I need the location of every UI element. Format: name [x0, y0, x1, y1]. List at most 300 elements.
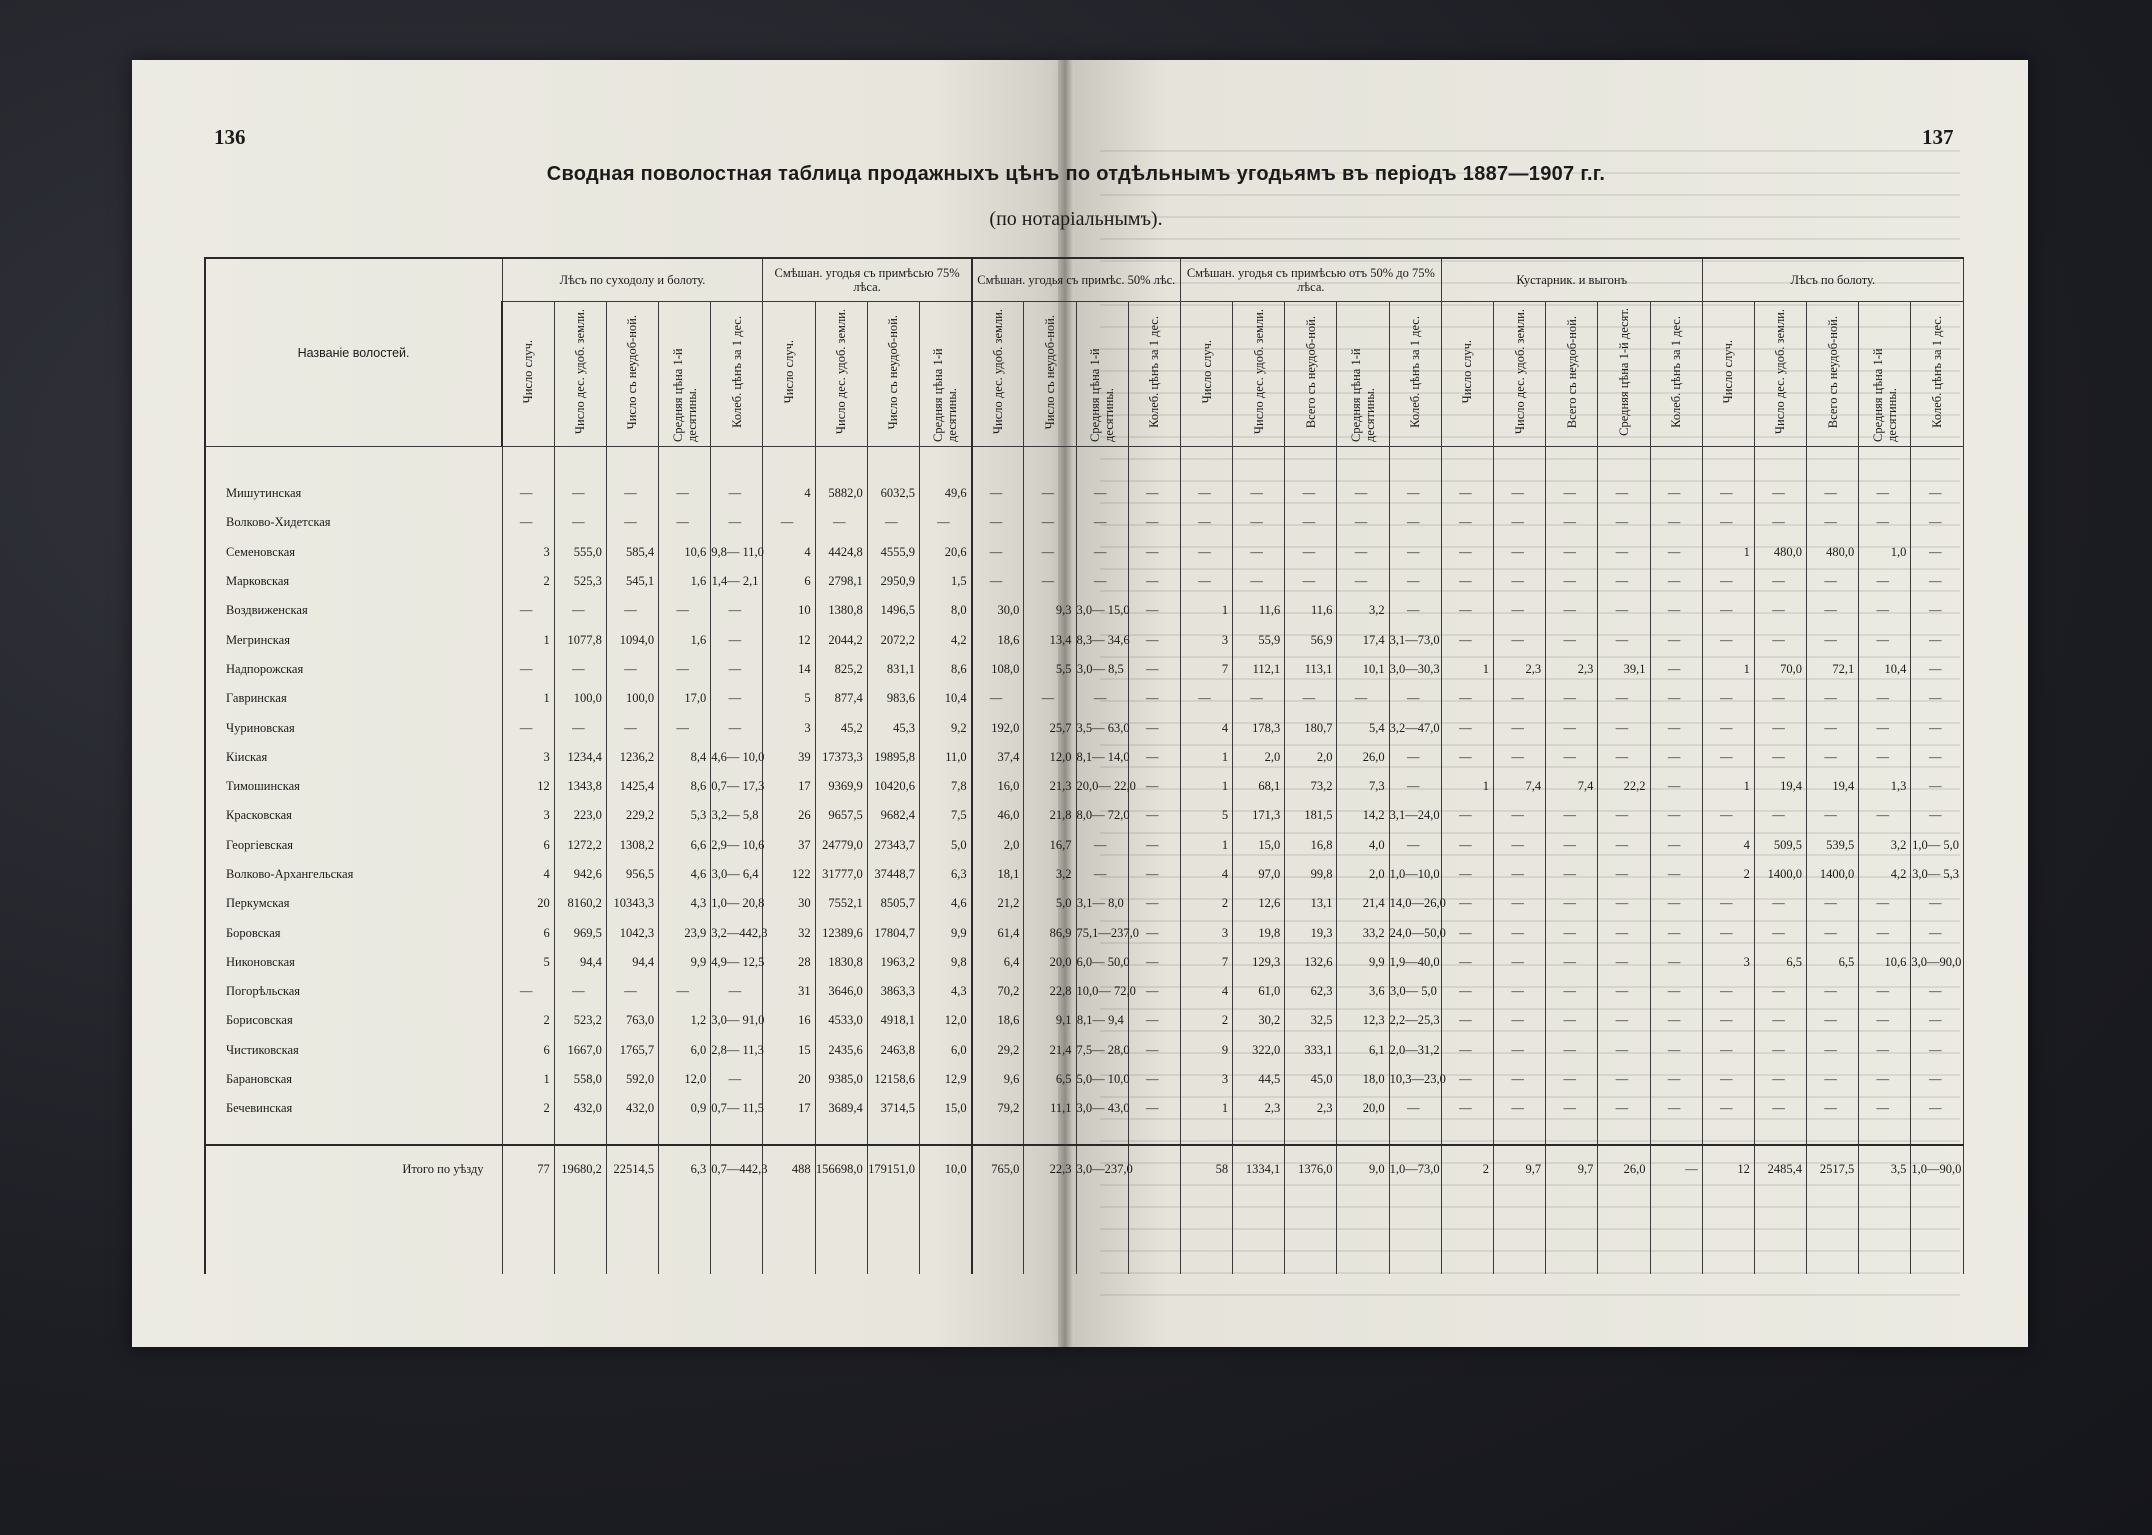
table-cell: 7,4 — [1546, 772, 1598, 801]
table-cell: 44,5 — [1233, 1065, 1285, 1094]
table-cell: — — [1807, 1036, 1859, 1065]
table-cell: — — [1493, 596, 1545, 625]
volost-name: Чистиковская — [205, 1036, 502, 1065]
column-header-label: Число съ неудоб-ной. — [886, 314, 901, 430]
column-header-label: Колеб. цѣнъ за 1 дес. — [729, 316, 744, 428]
volost-name: Кіиская — [205, 743, 502, 772]
table-cell: — — [554, 713, 606, 742]
table-cell: — — [1441, 889, 1493, 918]
table-cell: 3,2 — [1024, 860, 1076, 889]
column-header — [1076, 302, 1128, 447]
table-cell: 3,0— 8,5 — [1076, 655, 1128, 684]
table-cell: 1236,2 — [606, 743, 658, 772]
spacer-cell — [1598, 1124, 1650, 1145]
table-cell: — — [1702, 1094, 1754, 1123]
table-cell: — — [1702, 1036, 1754, 1065]
table-cell: 5,0— 10,0 — [1076, 1065, 1128, 1094]
table-cell: — — [711, 625, 763, 654]
table-cell: 94,4 — [554, 948, 606, 977]
table-cell: 9,7 — [1546, 1145, 1598, 1194]
spacer-cell — [1180, 447, 1232, 480]
table-cell: 12389,6 — [815, 918, 867, 947]
table-cell: — — [1493, 918, 1545, 947]
table-cell: 22514,5 — [606, 1145, 658, 1194]
table-cell: — — [1859, 596, 1911, 625]
table-cell: 6,6 — [659, 831, 711, 860]
table-cell: 178,3 — [1233, 713, 1285, 742]
table-cell: 29,2 — [972, 1036, 1024, 1065]
table-cell: — — [1702, 479, 1754, 508]
table-cell: — — [554, 596, 606, 625]
table-cell: — — [1859, 713, 1911, 742]
table-cell — [1128, 1145, 1180, 1194]
table-cell: — — [1911, 538, 1964, 567]
column-header-label: Число съ неудоб-ной. — [625, 314, 640, 430]
group-header: Лѣсъ по суходолу и болоту. — [502, 258, 763, 302]
table-cell: 555,0 — [554, 538, 606, 567]
table-cell: — — [1702, 801, 1754, 830]
volost-name: Надпорожская — [205, 655, 502, 684]
table-cell: — — [1233, 479, 1285, 508]
table-cell: 39 — [763, 743, 815, 772]
table-cell: 545,1 — [606, 567, 658, 596]
table-cell: 539,5 — [1807, 831, 1859, 860]
column-header — [919, 302, 971, 447]
table-row — [205, 918, 1964, 947]
table-cell: 2,2—25,3 — [1389, 1006, 1441, 1035]
table-cell: — — [1128, 801, 1180, 830]
table-cell: 46,0 — [972, 801, 1024, 830]
table-cell: — — [1546, 479, 1598, 508]
table-cell: 1 — [1702, 655, 1754, 684]
column-header-label: Средняя цѣна 1-й десятины. — [931, 348, 960, 442]
table-cell: 10,3—23,0 — [1389, 1065, 1441, 1094]
table-cell: 0,7— 17,3 — [711, 772, 763, 801]
table-row — [205, 977, 1964, 1006]
table-cell: — — [1650, 596, 1702, 625]
volost-name: Воздвиженская — [205, 596, 502, 625]
table-cell: — — [1859, 684, 1911, 713]
table-cell: — — [1911, 713, 1964, 742]
table-cell: 27343,7 — [867, 831, 919, 860]
table-cell: — — [1859, 801, 1911, 830]
table-cell: — — [1180, 684, 1232, 713]
table-cell: — — [1128, 567, 1180, 596]
table-cell: 2 — [1180, 889, 1232, 918]
table-row — [205, 567, 1964, 596]
table-cell: — — [1076, 831, 1128, 860]
table-cell: 21,4 — [1024, 1036, 1076, 1065]
table-cell: — — [1650, 684, 1702, 713]
table-cell: — — [1024, 567, 1076, 596]
table-cell: — — [1493, 1006, 1545, 1035]
table-cell: 432,0 — [606, 1094, 658, 1123]
table-cell: 9657,5 — [815, 801, 867, 830]
table-cell: 10 — [763, 596, 815, 625]
table-cell: — — [1754, 1094, 1806, 1123]
table-cell: — — [1546, 860, 1598, 889]
table-cell: — — [1546, 625, 1598, 654]
table-cell: 877,4 — [815, 684, 867, 713]
table-cell: — — [1650, 508, 1702, 537]
table-cell: — — [606, 508, 658, 537]
table-cell: — — [1546, 596, 1598, 625]
volost-name: Красковская — [205, 801, 502, 830]
table-cell: 28 — [763, 948, 815, 977]
column-header-label: Средняя цѣна 1-й десят. — [1616, 308, 1631, 436]
table-row — [205, 772, 1964, 801]
table-cell: — — [1911, 1094, 1964, 1123]
table-cell: — — [1493, 508, 1545, 537]
column-header-label: Колеб. цѣнъ за 1 дес. — [1930, 316, 1945, 428]
table-cell: — — [1546, 1065, 1598, 1094]
table-cell: — — [1911, 1065, 1964, 1094]
table-cell: — — [1493, 860, 1545, 889]
table-cell: 7,5— 28,0 — [1076, 1036, 1128, 1065]
spacer-cell — [1650, 1124, 1702, 1145]
table-cell: 23,9 — [659, 918, 711, 947]
spacer-cell — [1128, 1194, 1180, 1274]
spacer-cell — [1441, 447, 1493, 480]
table-cell: 8,1— 9,4 — [1076, 1006, 1128, 1035]
volost-name: Итого по уѣзду — [205, 1145, 502, 1194]
table-cell: 2463,8 — [867, 1036, 919, 1065]
table-cell: — — [1598, 743, 1650, 772]
spacer-cell — [711, 447, 763, 480]
table-cell: 61,0 — [1233, 977, 1285, 1006]
spacer-cell — [1337, 1124, 1389, 1145]
column-header-label: Всего съ неудоб-ной. — [1303, 315, 1318, 429]
table-row — [205, 508, 1964, 537]
table-cell: — — [1546, 1006, 1598, 1035]
table-cell: 6,1 — [1337, 1036, 1389, 1065]
table-cell: — — [1128, 684, 1180, 713]
spacer-cell — [1076, 1194, 1128, 1274]
table-cell: 1,0—73,0 — [1389, 1145, 1441, 1194]
table-cell: — — [1285, 538, 1337, 567]
table-cell: — — [1128, 977, 1180, 1006]
table-cell: — — [502, 713, 554, 742]
spacer-cell — [205, 447, 502, 480]
table-cell: 825,2 — [815, 655, 867, 684]
table-cell: — — [1546, 508, 1598, 537]
table-cell: 1,9—40,0 — [1389, 948, 1441, 977]
table-cell: 1 — [1441, 655, 1493, 684]
table-cell: 1272,2 — [554, 831, 606, 860]
table-cell: — — [1024, 479, 1076, 508]
table-cell: 7,3 — [1337, 772, 1389, 801]
table-cell: — — [1754, 684, 1806, 713]
table-cell: — — [1076, 479, 1128, 508]
table-cell: — — [554, 655, 606, 684]
spacer-cell — [1807, 1194, 1859, 1274]
table-cell: — — [1859, 1094, 1911, 1123]
table-cell: 62,3 — [1285, 977, 1337, 1006]
table-cell: 7,8 — [919, 772, 971, 801]
table-cell: 585,4 — [606, 538, 658, 567]
table-cell: 4,9— 12,5 — [711, 948, 763, 977]
table-cell: — — [1702, 684, 1754, 713]
table-cell: — — [1389, 596, 1441, 625]
table-cell: — — [1650, 567, 1702, 596]
column-header — [1911, 302, 1964, 447]
table-cell: 2 — [1180, 1006, 1232, 1035]
table-row — [205, 948, 1964, 977]
spacer-cell — [659, 1124, 711, 1145]
table-cell: 1,0—90,0 — [1911, 1145, 1964, 1194]
spacer-cell — [554, 1124, 606, 1145]
table-cell: — — [1337, 479, 1389, 508]
table-cell: — — [1546, 567, 1598, 596]
spacer-cell — [1493, 1194, 1545, 1274]
table-cell: 75,1—237,0 — [1076, 918, 1128, 947]
spacer-cell — [1233, 1124, 1285, 1145]
table-cell: 100,0 — [554, 684, 606, 713]
table-cell: — — [1128, 831, 1180, 860]
spacer-cell — [502, 447, 554, 480]
table-cell: — — [815, 508, 867, 537]
table-cell: 12,0 — [919, 1006, 971, 1035]
table-cell: — — [1650, 1006, 1702, 1035]
table-cell: 15,0 — [1233, 831, 1285, 860]
table-cell: 3 — [502, 538, 554, 567]
table-cell: 2435,6 — [815, 1036, 867, 1065]
table-cell: — — [1807, 684, 1859, 713]
table-cell: 22,2 — [1598, 772, 1650, 801]
table-cell: 0,9 — [659, 1094, 711, 1123]
table-cell: — — [502, 596, 554, 625]
column-header-label: Число дес. удоб. земли. — [991, 309, 1005, 435]
table-cell: — — [1441, 977, 1493, 1006]
table-cell: — — [1702, 508, 1754, 537]
table-cell: 763,0 — [606, 1006, 658, 1035]
table-row — [205, 831, 1964, 860]
table-cell: — — [1493, 713, 1545, 742]
volost-name: Волково-Архангельская — [205, 860, 502, 889]
table-cell: — — [1911, 1036, 1964, 1065]
table-cell: 26,0 — [1598, 1145, 1650, 1194]
table-cell: — — [606, 713, 658, 742]
table-cell: — — [1076, 538, 1128, 567]
spacer-cell — [1337, 1194, 1389, 1274]
column-header-label: Число дес. удоб. земли. — [1773, 309, 1788, 435]
table-cell: 765,0 — [972, 1145, 1024, 1194]
table-cell: — — [1598, 538, 1650, 567]
table-cell: — — [1911, 479, 1964, 508]
table-cell: 3 — [502, 743, 554, 772]
table-cell: — — [606, 655, 658, 684]
table-cell: — — [502, 977, 554, 1006]
table-cell: 20,0 — [1337, 1094, 1389, 1123]
table-cell: 30,2 — [1233, 1006, 1285, 1035]
table-cell: — — [1702, 1065, 1754, 1094]
table-cell: 49,6 — [919, 479, 971, 508]
table-cell: — — [1180, 567, 1232, 596]
table-cell: 9,8 — [919, 948, 971, 977]
table-cell: — — [1650, 655, 1702, 684]
table-cell: 9 — [1180, 1036, 1232, 1065]
table-cell: 3 — [1180, 918, 1232, 947]
group-header-row — [205, 258, 1964, 302]
table-cell: 19895,8 — [867, 743, 919, 772]
table-cell: 956,5 — [606, 860, 658, 889]
table-cell: 10,0 — [919, 1145, 971, 1194]
table-cell: 70,2 — [972, 977, 1024, 1006]
table-cell: — — [1754, 743, 1806, 772]
table-row — [205, 1036, 1964, 1065]
column-header — [763, 302, 815, 447]
spacer-cell — [1024, 1194, 1076, 1274]
table-cell: — — [1493, 743, 1545, 772]
table-cell: 333,1 — [1285, 1036, 1337, 1065]
spacer-cell — [1389, 1124, 1441, 1145]
table-cell: 3,1—73,0 — [1389, 625, 1441, 654]
table-cell: 86,9 — [1024, 918, 1076, 947]
table-cell: 2950,9 — [867, 567, 919, 596]
table-cell: — — [1493, 1094, 1545, 1123]
table-cell: — — [1807, 1094, 1859, 1123]
table-cell: 6,0— 50,0 — [1076, 948, 1128, 977]
table-cell: — — [1650, 1094, 1702, 1123]
table-cell: 37 — [763, 831, 815, 860]
volost-name: Никоновская — [205, 948, 502, 977]
table-cell: 10,6 — [659, 538, 711, 567]
table-cell: — — [1754, 801, 1806, 830]
table-cell: — — [1911, 596, 1964, 625]
table-cell: 2,9— 10,6 — [711, 831, 763, 860]
table-cell: — — [972, 684, 1024, 713]
spacer-cell — [1650, 1194, 1702, 1274]
group-header: Смѣшан. угодья съ примѣсью отъ 50% до 75% лѣса. — [1180, 258, 1441, 302]
table-cell: — — [1128, 1036, 1180, 1065]
table-cell: 3,0—237,0 — [1076, 1145, 1128, 1194]
column-header — [1441, 302, 1493, 447]
volost-name: Барановская — [205, 1065, 502, 1094]
table-cell: 12158,6 — [867, 1065, 919, 1094]
table-cell: — — [1389, 772, 1441, 801]
table-cell: — — [1650, 860, 1702, 889]
table-cell: 558,0 — [554, 1065, 606, 1094]
table-cell: 12,9 — [919, 1065, 971, 1094]
table-cell: 18,1 — [972, 860, 1024, 889]
table-cell: — — [1911, 684, 1964, 713]
table-cell: 12 — [502, 772, 554, 801]
spacer-cell — [1285, 1194, 1337, 1274]
table-cell: — — [1754, 508, 1806, 537]
table-cell: — — [1911, 889, 1964, 918]
table-cell: — — [1441, 538, 1493, 567]
table-cell: 5 — [502, 948, 554, 977]
table-cell: — — [1493, 479, 1545, 508]
table-cell: 192,0 — [972, 713, 1024, 742]
spacer-cell — [1076, 1124, 1128, 1145]
table-cell: 30 — [763, 889, 815, 918]
table-cell: — — [1285, 684, 1337, 713]
table-cell: 7552,1 — [815, 889, 867, 918]
table-cell: 24,0—50,0 — [1389, 918, 1441, 947]
table-cell: 8,0— 72,0 — [1076, 801, 1128, 830]
spacer-cell — [1911, 1124, 1964, 1145]
table-cell: 2,0 — [1285, 743, 1337, 772]
column-header-label: Число дес. удоб. земли. — [834, 309, 849, 435]
spacer-cell — [1441, 1194, 1493, 1274]
table-cell: — — [1702, 1006, 1754, 1035]
table-cell: — — [1859, 567, 1911, 596]
table-cell: 10,1 — [1337, 655, 1389, 684]
table-cell: 6 — [502, 831, 554, 860]
table-cell: — — [1859, 625, 1911, 654]
table-cell: — — [1389, 538, 1441, 567]
table-cell: — — [1441, 713, 1493, 742]
table-cell: 30,0 — [972, 596, 1024, 625]
table-cell: 14 — [763, 655, 815, 684]
price-table — [204, 257, 1964, 1274]
spacer-cell — [205, 1194, 502, 1274]
table-cell: — — [1859, 889, 1911, 918]
table-cell: 4 — [1180, 860, 1232, 889]
column-header — [502, 302, 554, 447]
table-cell: — — [1389, 508, 1441, 537]
table-cell: 4 — [1180, 713, 1232, 742]
table-cell: 3,0— 6,4 — [711, 860, 763, 889]
spacer-cell — [1546, 1124, 1598, 1145]
table-cell: 17373,3 — [815, 743, 867, 772]
table-cell: — — [1598, 977, 1650, 1006]
table-cell: 112,1 — [1233, 655, 1285, 684]
table-cell: — — [659, 596, 711, 625]
left-page-number: 136 — [214, 125, 246, 149]
table-cell: 4,6 — [919, 889, 971, 918]
column-header-label: Число дес. удоб. земли. — [573, 309, 588, 435]
table-cell: — — [1754, 1036, 1806, 1065]
table-cell: — — [1598, 831, 1650, 860]
table-cell: — — [1076, 567, 1128, 596]
table-cell: — — [1441, 948, 1493, 977]
table-cell: — — [1911, 508, 1964, 537]
table-cell: — — [1650, 1145, 1702, 1194]
table-row — [205, 479, 1964, 508]
table-cell: 4,3 — [659, 889, 711, 918]
column-header-label: Число случ. — [782, 340, 797, 404]
table-cell: — — [1180, 479, 1232, 508]
table-cell: 179151,0 — [867, 1145, 919, 1194]
table-cell: 9682,4 — [867, 801, 919, 830]
volost-name: Гавринская — [205, 684, 502, 713]
table-cell: — — [606, 479, 658, 508]
table-cell: 2 — [502, 1006, 554, 1035]
volost-name: Семеновская — [205, 538, 502, 567]
table-cell: — — [711, 596, 763, 625]
table-cell: — — [711, 977, 763, 1006]
table-cell: 1376,0 — [1285, 1145, 1337, 1194]
spacer-cell — [1180, 1124, 1232, 1145]
table-cell: 68,1 — [1233, 772, 1285, 801]
table-cell: 21,4 — [1337, 889, 1389, 918]
table-cell: 2,0—31,2 — [1389, 1036, 1441, 1065]
table-cell: — — [1911, 625, 1964, 654]
table-cell: — — [1859, 977, 1911, 1006]
table-cell: 12 — [1702, 1145, 1754, 1194]
table-cell: — — [1285, 479, 1337, 508]
table-cell: 25,7 — [1024, 713, 1076, 742]
table-cell: 2 — [1702, 860, 1754, 889]
table-cell: 2 — [502, 567, 554, 596]
table-cell: 592,0 — [606, 1065, 658, 1094]
table-cell: — — [1807, 713, 1859, 742]
table-cell: 10,4 — [1859, 655, 1911, 684]
table-cell: — — [1233, 567, 1285, 596]
spacer-cell — [1441, 1124, 1493, 1145]
